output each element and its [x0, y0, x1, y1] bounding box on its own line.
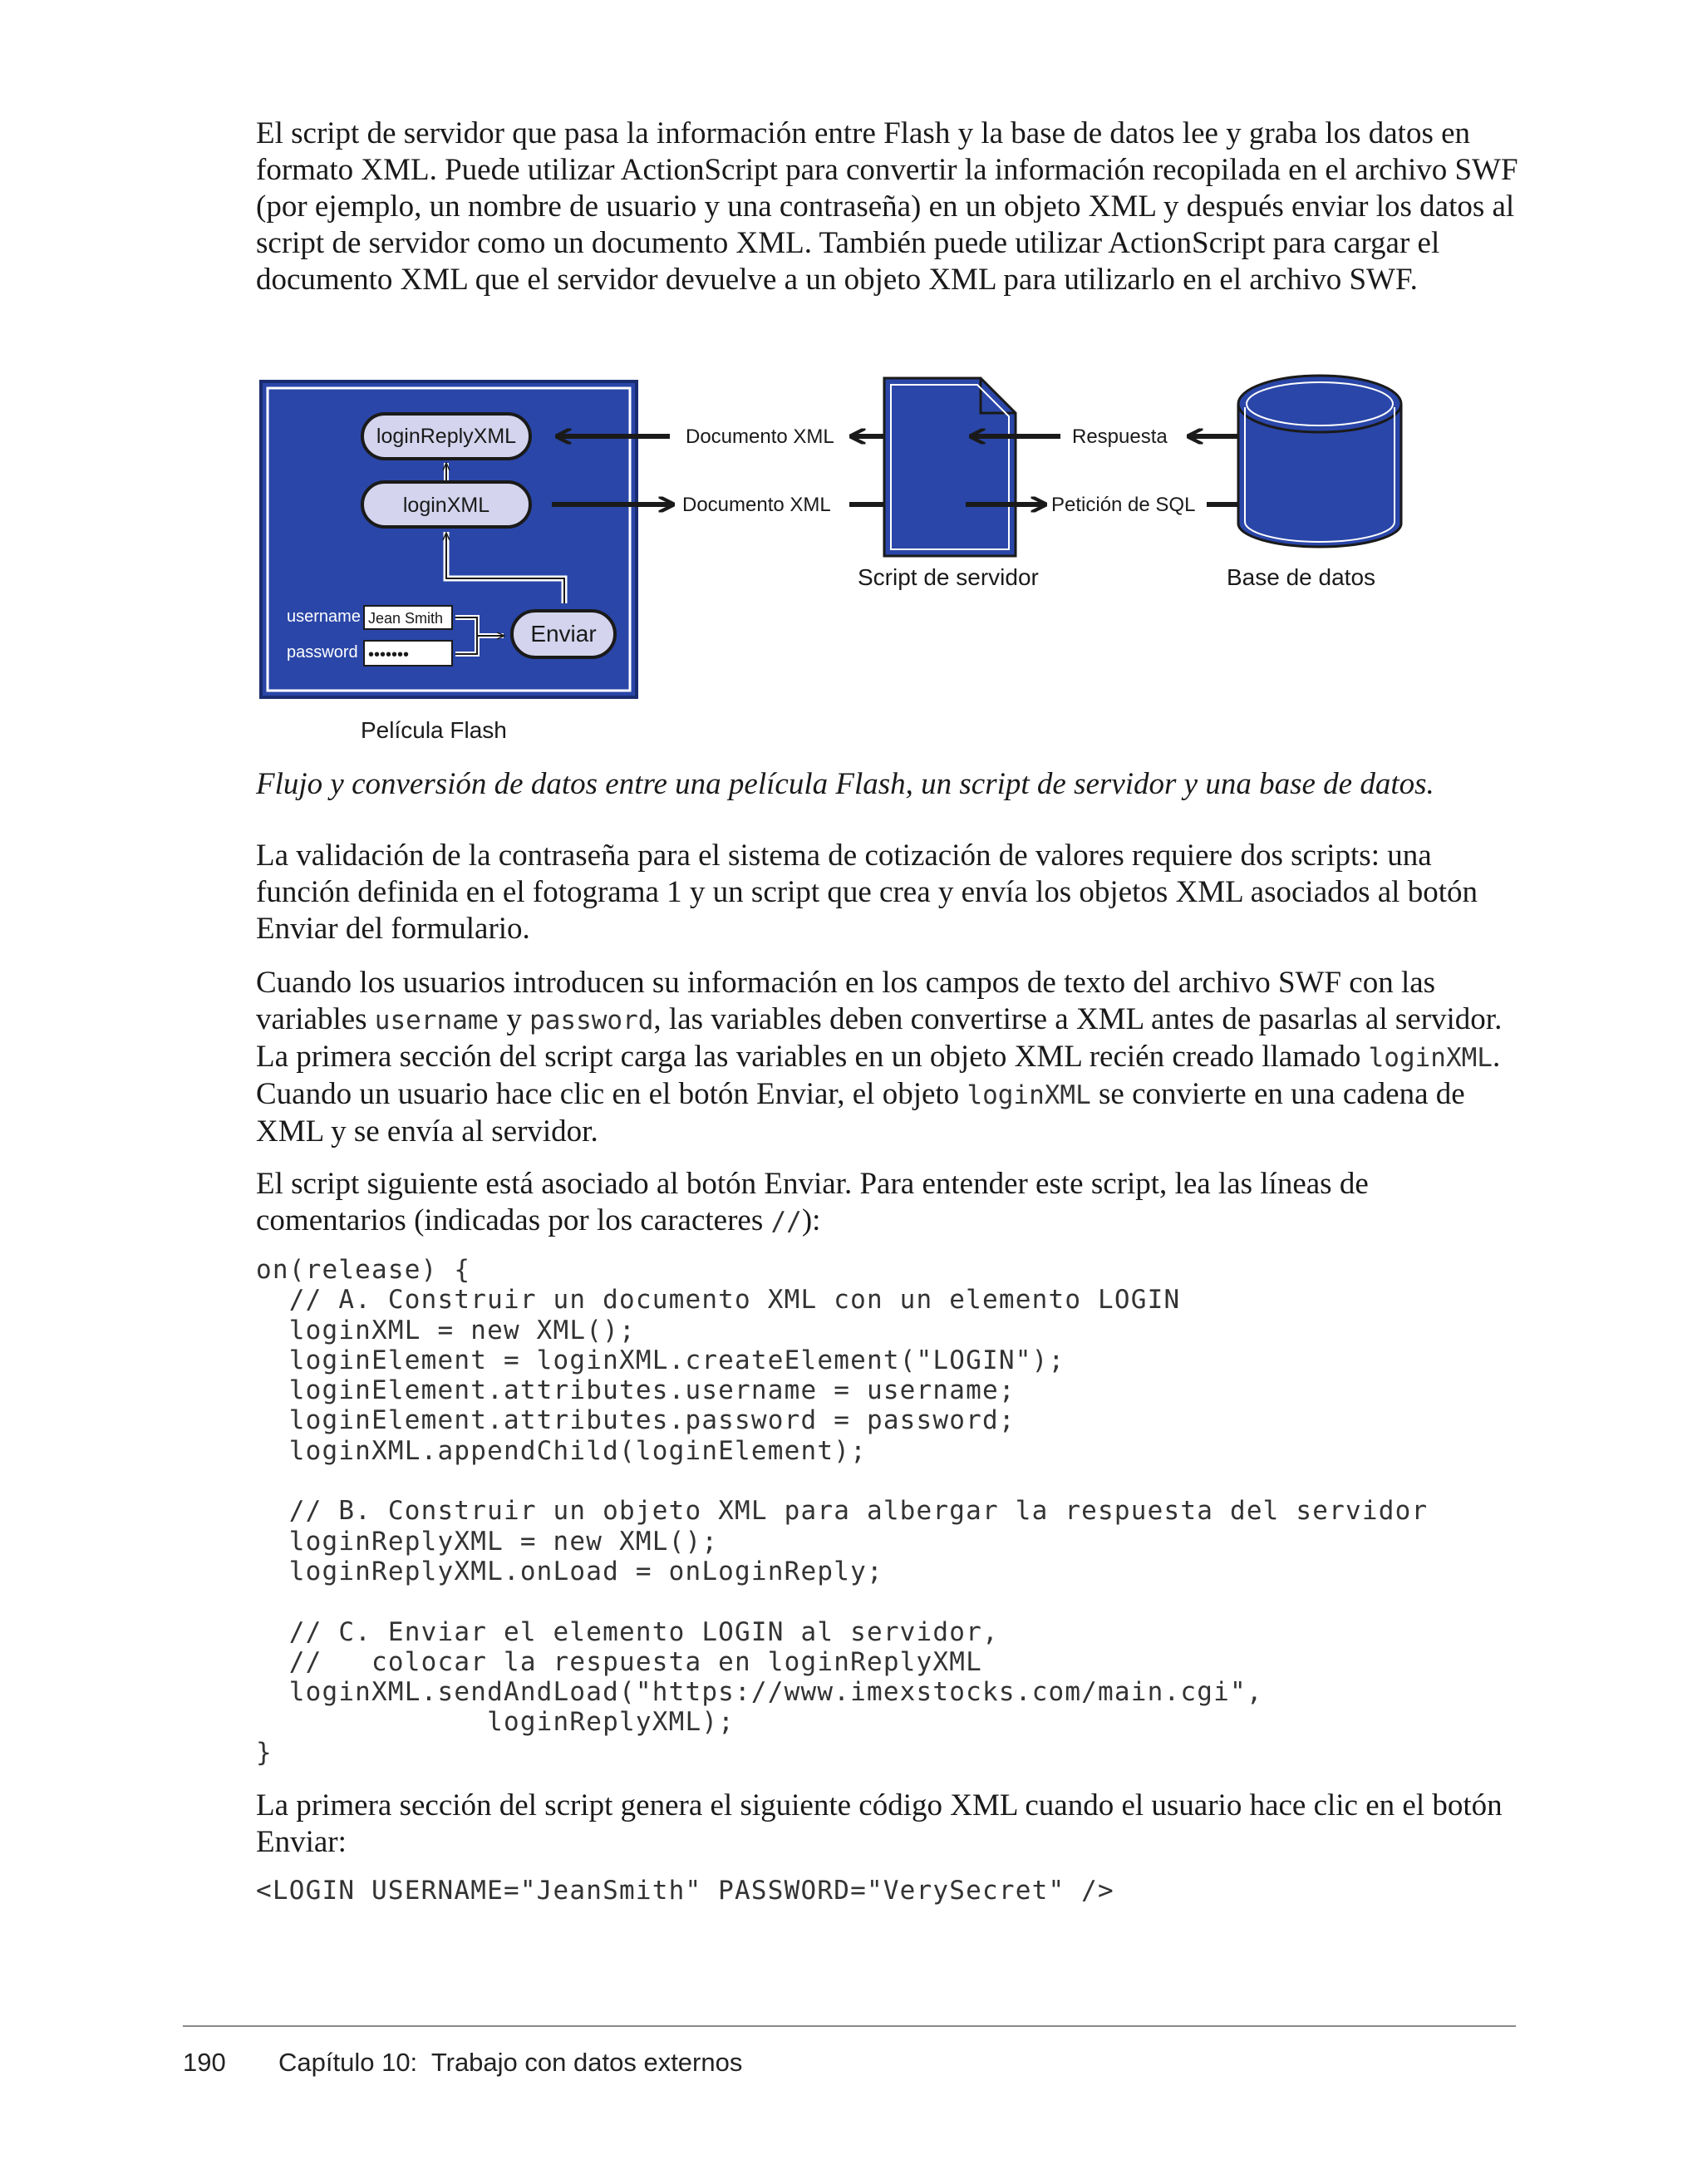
username-label: username — [287, 607, 361, 626]
login-xml-node — [362, 482, 530, 527]
database-label: Base de datos — [1227, 564, 1376, 590]
respuesta-label: Respuesta — [1072, 425, 1168, 448]
password-label: password — [287, 643, 358, 662]
data-flow-diagram — [0, 0, 1702, 756]
username-var: username — [374, 1006, 499, 1035]
chapter-title: Capítulo 10: Trabajo con datos externos — [278, 2048, 743, 2077]
comment-chars: // — [770, 1207, 802, 1237]
login-reply-xml-label: loginReplyXML — [376, 425, 517, 448]
server-script-document-icon — [884, 378, 1016, 556]
users-paragraph: Cuando los usuarios introducen su información en los campos de texto del archivo SWF con las variables username y password, las variables deben convertirse a XML antes de pasarlas al servidor. La primera sección del script carga las variables en un objeto XML recién creado llamado loginXML. Cuando un usuario hace clic en el botón Enviar, el objeto loginXML se convierte en una cadena de XML y se envía al servidor. — [256, 966, 1503, 1149]
doc-xml-top-label: Documento XML — [686, 425, 834, 448]
first-section-paragraph: La primera sección del script genera el siguiente código XML cuando el usuario hace clic en el botón Enviar: — [256, 1788, 1503, 1859]
script-intro-paragraph: El script siguiente está asociado al botón Enviar. Para entender este script, lea las líneas de comentarios (indicadas por los caracteres //): — [256, 1167, 1369, 1237]
loginxml-var-2: loginXML — [967, 1080, 1091, 1110]
code-block: on(release) { // A. Construir un documento XML con un elemento LOGIN loginXML = new XML(); loginElement = loginXML.createElement("LOGIN"); loginElement.attributes.username = username; loginElement.attributes.password = password; loginXML.appendChild(loginElement); // B. Construir un objeto XML para albergar la respuesta del servidor loginReplyXML = new XML(); loginReplyXML.onLoad = onLoginReply; // C. Enviar el elemento LOGIN al servidor, // colocar la respuesta en loginReplyXML loginXML.sendAndLoad("https://www.imexstocks.com/main.cgi", loginReplyXML); } — [256, 1255, 1429, 1768]
database-icon — [1238, 376, 1401, 547]
figure-caption: Flujo y conversión de datos entre una película Flash, un script de servidor y una base de datos. — [256, 767, 1434, 801]
enviar-button-label: Enviar — [530, 621, 597, 647]
validation-paragraph: La validación de la contraseña para el sistema de cotización de valores requiere dos scripts: una función definida en el fotograma 1 y un script que crea y envía los objetos XML asociados al botón Enviar del formulario. — [256, 839, 1478, 946]
flash-movie-label: Película Flash — [361, 717, 507, 743]
intro-paragraph: El script de servidor que pasa la información entre Flash y la base de datos lee y graba los datos en formato XML. Puede utilizar ActionScript para convertir la información recopilada en el archivo SWF (por ejemplo, un nombre de usuario y una contraseña) en un objeto XML y después enviar los datos al script de servidor como un documento XML. También puede utilizar ActionScript para cargar el documento XML que el servidor devuelve a un objeto XML para utilizarlo en el archivo SWF. — [256, 116, 1518, 297]
username-value: Jean Smith — [368, 610, 444, 627]
enviar-button[interactable] — [512, 611, 615, 657]
page-number: 190 — [183, 2048, 226, 2077]
loginxml-var: loginXML — [1368, 1043, 1493, 1073]
xml-output: <LOGIN USERNAME="JeanSmith" PASSWORD="VerySecret" /> — [256, 1876, 1114, 1906]
doc-xml-bottom-label: Documento XML — [682, 494, 831, 516]
login-reply-xml-node — [362, 414, 530, 459]
password-var: password — [529, 1006, 654, 1035]
password-value: ••••••• — [368, 646, 410, 664]
peticion-sql-label: Petición de SQL — [1051, 494, 1196, 516]
login-xml-label: loginXML — [402, 494, 490, 517]
server-script-label: Script de servidor — [858, 564, 1039, 590]
footer-rule — [183, 2025, 1516, 2027]
